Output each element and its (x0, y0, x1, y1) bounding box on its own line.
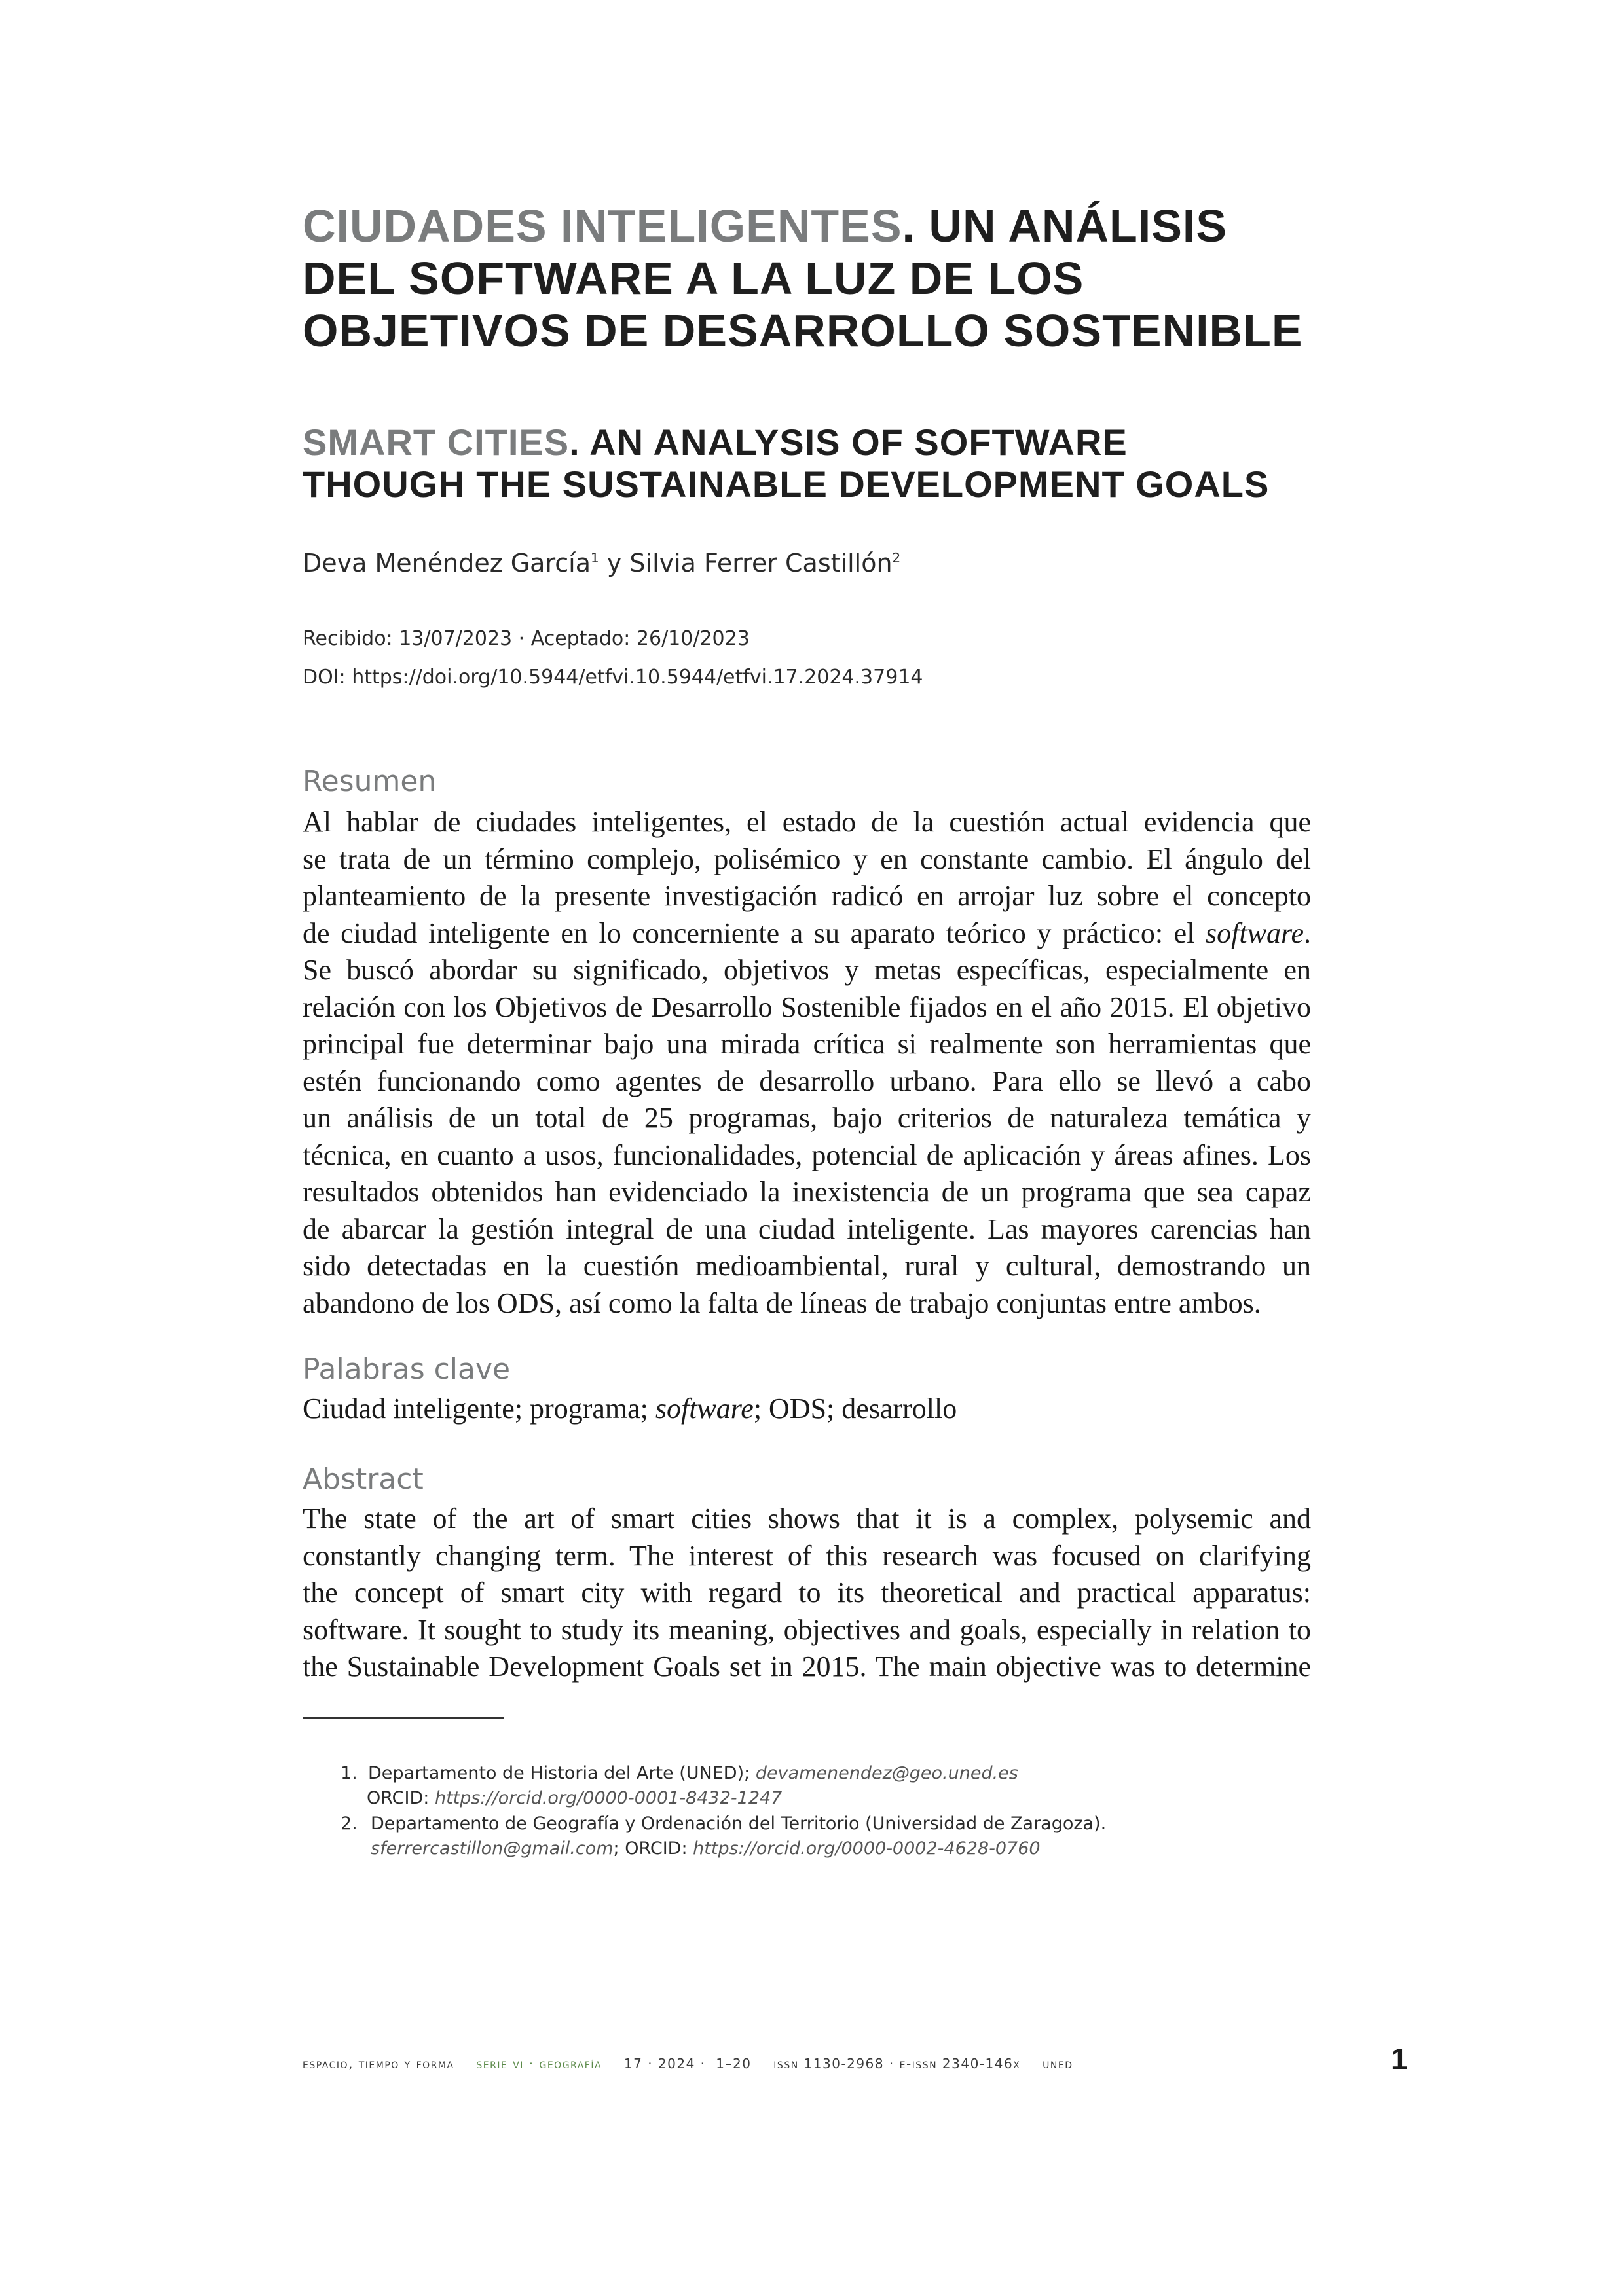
footer-volume: 17 · 2024 · 1–20 (623, 2056, 752, 2071)
author-2: Silvia Ferrer Castillón (629, 549, 893, 577)
resumen-line-4-end: . (1304, 917, 1311, 949)
title-english-highlight: SMART CITIES (303, 422, 570, 463)
resumen-line: se trata de un término complejo, polisémico y en constante cambio. El ángulo del (303, 843, 1311, 875)
resumen-line: sido detectadas en la cuestión medioambiental, rural y cultural, demostrando un (303, 1250, 1311, 1282)
keywords-es-italic: software (655, 1393, 754, 1425)
footnote-2-number: 2. (341, 1813, 358, 1834)
resumen-line-4-text: de ciudad inteligente en lo concerniente a su aparato teórico y práctico: el (303, 917, 1195, 949)
footnote-1-text: Departamento de Historia del Arte (UNED); (368, 1763, 756, 1783)
author-1-footnote-ref[interactable]: 1 (591, 550, 599, 566)
keywords-es-post: ; ODS; desarrollo (753, 1393, 957, 1425)
footnote-1-number: 1. (341, 1763, 358, 1783)
footnote-2-line-1 (341, 1812, 1106, 1836)
resumen-line: planteamiento de la presente investigación radicó en arrojar luz sobre el concepto (303, 880, 1311, 912)
footnote-2-line-2 (341, 1836, 1106, 1861)
resumen-line: estén funcionando como agentes de desarrollo urbano. Para ello se llevó a cabo (303, 1065, 1311, 1097)
resumen-line: Al hablar de ciudades inteligentes, el estado de la cuestión actual evidencia que (303, 806, 1311, 838)
footnote-2-separator: ; ORCID: (613, 1838, 693, 1859)
resumen-heading: Resumen (303, 765, 437, 798)
title-english (303, 422, 1429, 505)
footer-publisher: uned (1043, 2056, 1073, 2071)
footer-journal: espacio, tiempo y forma (303, 2056, 454, 2071)
resumen-line: Se buscó abordar su significado, objetivos y metas específicas, especialmente en (303, 954, 1311, 986)
authors (303, 549, 900, 577)
abstract-line: the Sustainable Development Goals set in 2015. The main objective was to determine (303, 1650, 1311, 1683)
title-spanish-line-1 (303, 200, 1429, 252)
footer-issn: issn 1130-2968 · e-issn 2340-146x (773, 2056, 1021, 2071)
title-english-line-2: THOUGH THE SUSTAINABLE DEVELOPMENT GOALS (303, 464, 1270, 505)
footnote-2-email[interactable]: sferrercastillon@gmail.com (371, 1838, 614, 1859)
author-2-footnote-ref[interactable]: 2 (892, 550, 901, 566)
keywords-es-pre: Ciudad inteligente; programa; (303, 1393, 655, 1425)
keywords-es (303, 1391, 1311, 1428)
title-spanish-line-1-rest: . UN ANÁLISIS (902, 200, 1228, 251)
page-number: 1 (1391, 2042, 1408, 2076)
title-spanish (303, 200, 1429, 357)
footnote-1-line-1 (341, 1761, 1018, 1786)
abstract-line: The state of the art of smart cities shows that it is a complex, polysemic and (303, 1503, 1311, 1535)
abstract-line: constantly changing term. The interest of this research was focused on clarifying (303, 1539, 1311, 1572)
author-connector: y (599, 549, 630, 577)
footnote-1-orcid[interactable]: https://orcid.org/0000-0001-8432-1247 (434, 1788, 783, 1808)
footnote-2 (341, 1812, 1106, 1861)
footnote-1-email[interactable]: devamenendez@geo.uned.es (755, 1763, 1018, 1783)
title-english-line-1 (303, 422, 1429, 464)
footnote-2-orcid[interactable]: https://orcid.org/0000-0002-4628-0760 (693, 1838, 1041, 1859)
resumen-line: técnica, en cuanto a usos, funcionalidades, potencial de aplicación y áreas afines. Los (303, 1139, 1311, 1171)
footnote-1 (341, 1761, 1018, 1811)
abstract-body (303, 1501, 1311, 1686)
resumen-line (303, 915, 1311, 953)
resumen-line: relación con los Objetivos de Desarrollo Sostenible fijados en el año 2015. El objetivo (303, 991, 1311, 1023)
footnote-divider (303, 1717, 504, 1719)
resumen-line: principal fue determinar bajo una mirada crítica si realmente son herramientas que (303, 1028, 1311, 1060)
author-1: Deva Menéndez García (303, 549, 591, 577)
page-footer (303, 2056, 1090, 2071)
keywords-es-line (303, 1391, 1311, 1428)
received-accepted-dates: Recibido: 13/07/2023 · Aceptado: 26/10/2023 (303, 627, 750, 650)
abstract-heading: Abstract (303, 1463, 424, 1496)
abstract-line: the concept of smart city with regard to its theoretical and practical apparatus: (303, 1576, 1311, 1609)
title-spanish-line-2: DEL SOFTWARE A LA LUZ DE LOS (303, 253, 1084, 304)
keywords-es-heading: Palabras clave (303, 1353, 511, 1386)
footnote-1-line-2 (341, 1786, 1018, 1811)
footnote-2-text: Departamento de Geografía y Ordenación del Territorio (Universidad de Zaragoza). (371, 1813, 1107, 1834)
footnote-1-orcid-label: ORCID: (367, 1788, 435, 1808)
resumen-line: abandono de los ODS, así como la falta de líneas de trabajo conjuntas entre ambos. (303, 1286, 1261, 1319)
title-spanish-line-3: OBJETIVOS DE DESARROLLO SOSTENIBLE (303, 305, 1303, 356)
resumen-line-4-italic: software (1206, 917, 1304, 949)
title-english-line-1-rest: . AN ANALYSIS OF SOFTWARE (569, 422, 1128, 463)
resumen-line: un análisis de un total de 25 programas, bajo criterios de naturaleza temática y (303, 1102, 1311, 1134)
resumen-line: de abarcar la gestión integral de una ciudad inteligente. Las mayores carencias han (303, 1212, 1311, 1245)
title-spanish-highlight: CIUDADES INTELIGENTES (303, 200, 902, 251)
resumen-line: resultados obtenidos han evidenciado la inexistencia de un programa que sea capaz (303, 1176, 1311, 1208)
abstract-line: software. It sought to study its meaning, objectives and goals, especially in relation to (303, 1613, 1311, 1646)
resumen-body (303, 804, 1311, 1322)
doi-link[interactable]: DOI: https://doi.org/10.5944/etfvi.10.5944/etfvi.17.2024.37914 (303, 666, 923, 689)
footer-series: serie vi · geografía (476, 2056, 602, 2071)
